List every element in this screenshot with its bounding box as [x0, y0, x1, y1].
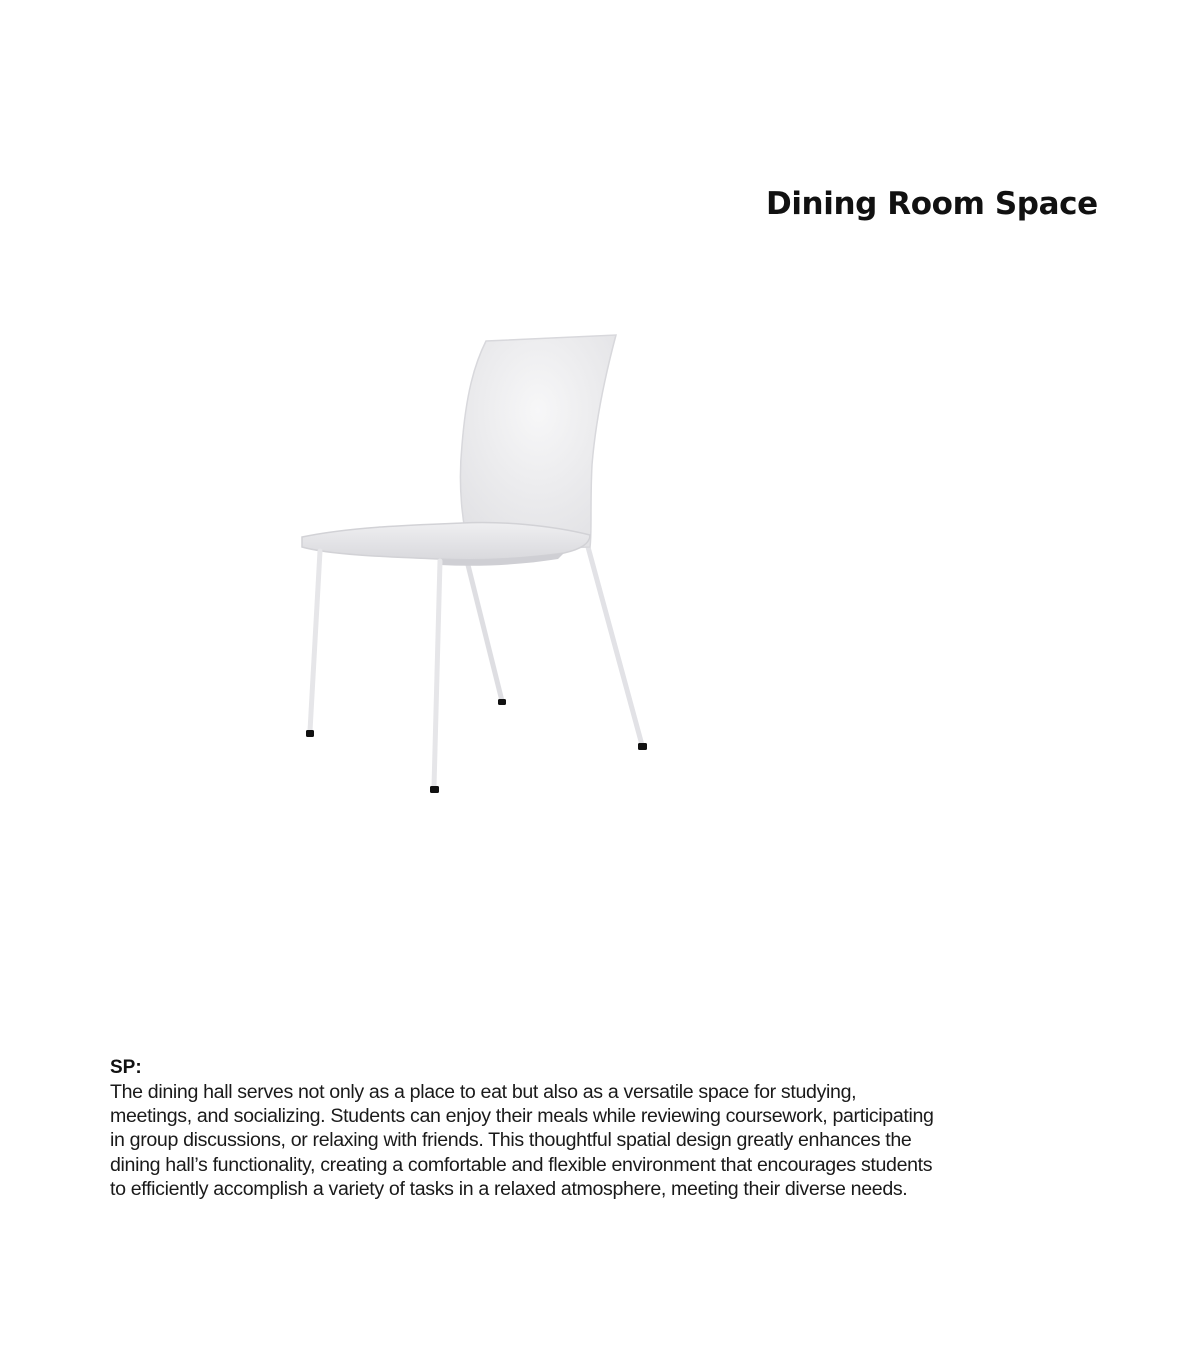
chair-backrest [460, 335, 616, 551]
chair-front-leg-right [434, 561, 440, 787]
chair-foot [430, 786, 439, 793]
chair-foot [498, 699, 506, 705]
page-title: Dining Room Space [766, 186, 1098, 222]
chair-back-leg-right [588, 547, 642, 745]
chair-front-leg-left [310, 551, 320, 731]
chair-image [290, 325, 660, 805]
caption-block [110, 1056, 940, 1201]
caption-label: SP: [110, 1057, 142, 1078]
chair-back-leg-left [466, 557, 502, 701]
chair-seat [302, 523, 590, 560]
chair-foot [638, 743, 647, 750]
caption-text: The dining hall serves not only as a place to eat but also as a versatile space for studying, meetings, and socializing. Students can enjoy their meals while reviewing coursework, participating in group discussions, or relaxing with friends. This thoughtful spatial design greatly enhances the dining hall’s functionality, creating a comfortable and flexible environment that encourages students to efficiently accomplish a variety of tasks in a relaxed atmosphere, meeting their diverse needs. [110, 1081, 934, 1200]
chair-foot [306, 730, 314, 737]
